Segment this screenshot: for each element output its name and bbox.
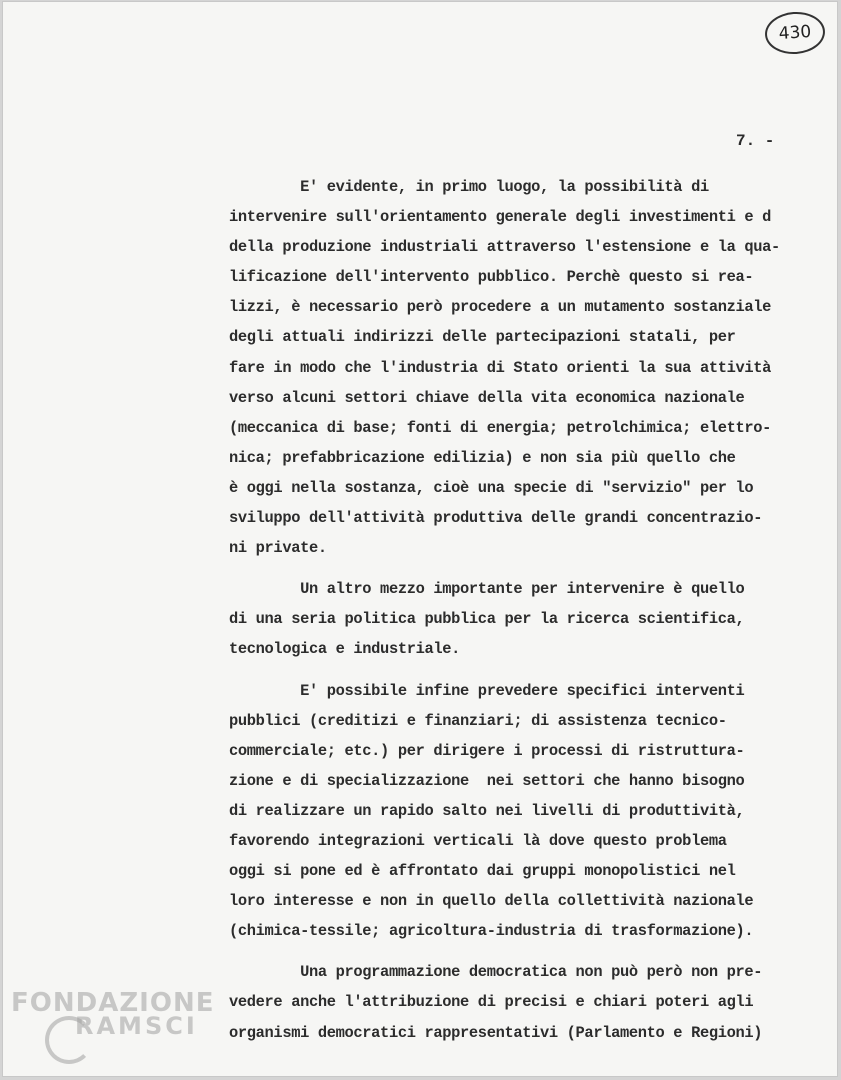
text-line: lificazione dell'intervento pubblico. Perchè questo si rea- <box>229 268 754 287</box>
text-line: favorendo integrazioni verticali là dove questo problema <box>229 831 727 850</box>
text-line: fare in modo che l'industria di Stato orienti la sua attività <box>229 358 772 377</box>
text-line: Una programmazione democratica non può però non pre- <box>229 963 763 982</box>
text-line: lizzi, è necessario però procedere a un mutamento sostanziale <box>229 298 772 317</box>
text-line: nica; prefabbricazione edilizia) e non sia più quello che <box>229 448 736 467</box>
text-line: intervenire sull'orientamento generale degli investimenti e d <box>229 208 772 227</box>
text-line: zione e di specializzazione nei settori che hanno bisogno <box>229 771 745 790</box>
text-line: sviluppo dell'attività produttiva delle grandi concentrazio- <box>229 509 763 528</box>
text-line: oggi si pone ed è affrontato dai gruppi monopolistici nel <box>229 862 736 881</box>
text-line: (meccanica di base; fonti di energia; petrolchimica; elettro- <box>229 418 772 437</box>
text-line: organismi democratici rappresentativi (Parlamento e Regioni) <box>229 1023 763 1042</box>
foundation-logo-icon <box>45 1016 93 1064</box>
text-line: vedere anche l'attribuzione di precisi e chiari poteri agli <box>229 993 754 1012</box>
text-line: pubblici (creditizi e finanziari; di assistenza tecnico- <box>229 711 727 730</box>
foundation-watermark <box>11 990 214 1038</box>
watermark-line-1: FONDAZIONE <box>11 988 215 1018</box>
text-line: ni private. <box>229 539 327 558</box>
text-line: degli attuali indirizzi delle partecipazioni statali, per <box>229 328 736 347</box>
document-page <box>3 2 837 1076</box>
text-line: tecnologica e industriale. <box>229 640 461 659</box>
page-number: 7. - <box>736 132 775 150</box>
text-line: commerciale; etc.) per dirigere i processi di ristruttura- <box>229 741 745 760</box>
text-line: della produzione industriali attraverso l'estensione e la qua- <box>229 238 780 257</box>
text-line: loro interesse e non in quello della collettività nazionale <box>229 892 754 911</box>
text-line: è oggi nella sostanza, cioè una specie di "servizio" per lo <box>229 478 754 497</box>
archive-number-stamp: 430 <box>764 10 827 56</box>
text-line: (chimica-tessile; agricoltura-industria di trasformazione). <box>229 922 754 941</box>
paragraph <box>229 172 829 563</box>
paragraph <box>229 957 829 1047</box>
text-line: E' evidente, in primo luogo, la possibilità di <box>229 178 709 196</box>
text-line: di una seria politica pubblica per la ricerca scientifica, <box>229 610 745 629</box>
text-line: verso alcuni settori chiave della vita economica nazionale <box>229 388 745 407</box>
paragraph <box>229 574 829 664</box>
text-line: E' possibile infine prevedere specifici interventi <box>229 681 745 700</box>
watermark-line-2: RAMSCI <box>75 1012 198 1040</box>
body-text <box>229 172 829 1048</box>
paragraph <box>229 676 829 947</box>
text-line: di realizzare un rapido salto nei livelli di produttività, <box>229 801 745 820</box>
text-line: Un altro mezzo importante per intervenire è quello <box>229 580 745 599</box>
